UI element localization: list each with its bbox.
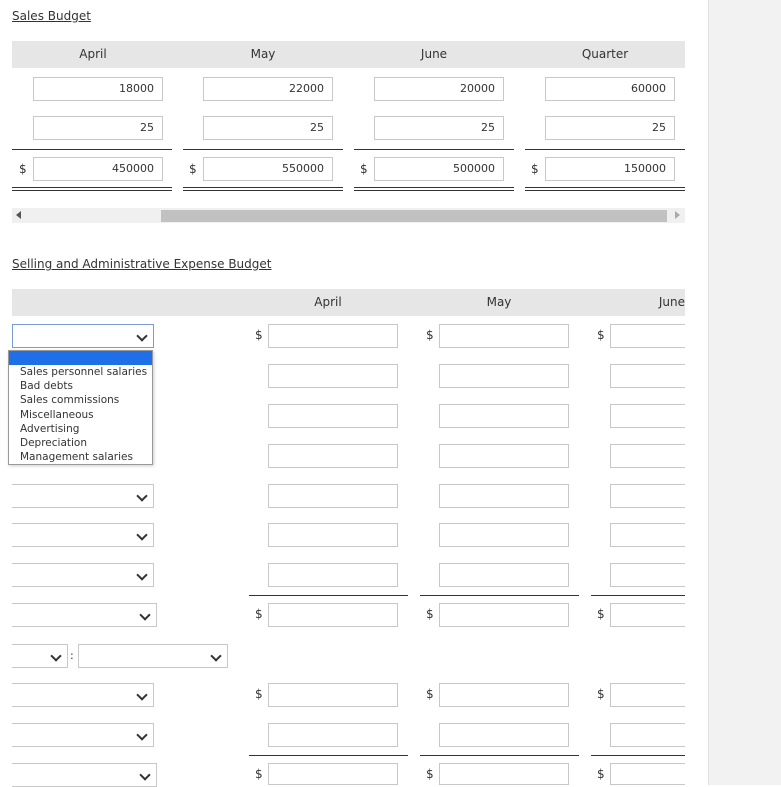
total-rule [591,755,685,756]
total-rule [354,149,514,150]
label-select-small[interactable] [12,644,68,668]
price-quarter-input[interactable]: 25 [545,116,675,140]
header-april: April [79,47,107,61]
expense-select-11[interactable] [12,683,154,707]
units-quarter-input[interactable]: 60000 [545,77,675,101]
expense-april-input[interactable] [268,563,398,587]
double-rule [183,187,343,191]
double-rule [525,187,685,191]
currency-symbol: $ [19,162,27,176]
currency-symbol: $ [531,162,539,176]
expense-april-input[interactable] [268,324,398,348]
expense-june-input[interactable] [610,523,685,547]
units-june-input[interactable]: 20000 [374,77,504,101]
currency-symbol: $ [597,767,605,781]
units-may-input[interactable]: 22000 [203,77,333,101]
chevron-down-icon [136,330,147,341]
expense-select-12[interactable] [12,723,154,747]
colon-separator: : [70,649,74,662]
expense-june-input[interactable] [610,364,685,388]
double-rule [354,187,514,191]
dropdown-option[interactable]: Bad debts [20,380,74,392]
price-may-input[interactable]: 25 [203,116,333,140]
expense-may-input[interactable] [439,763,569,785]
sales-budget-title: Sales Budget [12,9,91,23]
total-quarter-input[interactable]: 150000 [545,157,675,181]
expense-budget-title: Selling and Administrative Expense Budget [12,257,272,271]
header-april: April [314,295,342,309]
subtotal-april-input[interactable] [268,603,398,627]
expense-april-input[interactable] [268,364,398,388]
total-april-input[interactable]: 450000 [33,157,163,181]
expense-june-input[interactable] [610,563,685,587]
expense-june-input[interactable] [610,404,685,428]
expense-april-input[interactable] [268,404,398,428]
chevron-down-icon [136,490,147,501]
currency-symbol: $ [360,162,368,176]
dropdown-option[interactable]: Depreciation [20,437,87,449]
total-rule [420,755,579,756]
expense-april-input[interactable] [268,723,398,747]
expense-june-input[interactable] [610,723,685,747]
subtotal-rule [249,595,408,596]
expense-june-input[interactable] [610,683,685,707]
chevron-down-icon [139,769,150,780]
scroll-left-icon[interactable] [16,211,21,219]
header-may: May [250,47,276,61]
header-may: May [486,295,512,309]
expense-april-input[interactable] [268,484,398,508]
expense-may-input[interactable] [439,324,569,348]
total-rule [12,149,172,150]
price-april-input[interactable]: 25 [33,116,163,140]
sales-budget-header-bar [12,41,685,68]
currency-symbol: $ [597,687,605,701]
expense-june-input[interactable] [610,444,685,468]
chevron-down-icon [210,650,221,661]
scroll-right-icon[interactable] [675,211,680,219]
expense-may-input[interactable] [439,444,569,468]
dropdown-option-blank[interactable] [9,351,152,365]
currency-symbol: $ [426,328,434,342]
expense-june-input[interactable] [610,324,685,348]
expense-select-13[interactable] [12,763,157,787]
chevron-down-icon [136,569,147,580]
expense-april-input[interactable] [268,683,398,707]
expense-may-input[interactable] [439,364,569,388]
expense-may-input[interactable] [439,523,569,547]
currency-symbol: $ [255,328,263,342]
total-june-input[interactable]: 500000 [374,157,504,181]
chevron-down-icon [139,609,150,620]
units-april-input[interactable]: 18000 [33,77,163,101]
currency-symbol: $ [189,162,197,176]
label-select-large[interactable] [78,644,228,668]
header-june: June [420,47,448,61]
currency-symbol: $ [426,687,434,701]
chevron-down-icon [50,650,61,661]
dropdown-option[interactable]: Miscellaneous [20,409,94,421]
expense-may-input[interactable] [439,484,569,508]
subtotal-june-input[interactable] [610,603,685,627]
expense-april-input[interactable] [268,523,398,547]
expense-select-9[interactable] [12,603,157,627]
expense-may-input[interactable] [439,723,569,747]
chevron-down-icon [136,689,147,700]
currency-symbol: $ [426,767,434,781]
expense-may-input[interactable] [439,563,569,587]
expense-april-input[interactable] [268,763,398,785]
expense-april-input[interactable] [268,444,398,468]
dropdown-option[interactable]: Management salaries [20,451,133,463]
expense-may-input[interactable] [439,683,569,707]
currency-symbol: $ [597,328,605,342]
total-rule [249,755,408,756]
expense-june-input[interactable] [610,484,685,508]
expense-may-input[interactable] [439,404,569,428]
expense-select-8[interactable] [12,563,154,587]
total-rule [183,149,343,150]
expense-budget-header-bar [12,289,685,316]
price-june-input[interactable]: 25 [374,116,504,140]
currency-symbol: $ [255,607,263,621]
total-may-input[interactable]: 550000 [203,157,333,181]
dropdown-option[interactable]: Advertising [20,423,80,435]
double-rule [12,187,172,191]
expense-dropdown-list[interactable] [8,350,153,465]
scrollbar-thumb[interactable] [161,210,667,222]
chevron-down-icon [136,729,147,740]
expense-select-6[interactable] [12,484,154,508]
currency-symbol: $ [255,767,263,781]
right-panel [708,0,781,785]
dropdown-option[interactable]: Sales commissions [20,394,120,406]
total-rule [525,149,685,150]
header-quarter: Quarter [581,47,629,61]
dropdown-option[interactable]: Sales personnel salaries [20,366,148,378]
currency-symbol: $ [597,607,605,621]
chevron-down-icon [136,529,147,540]
expense-select-7[interactable] [12,523,154,547]
subtotal-may-input[interactable] [439,603,569,627]
expense-june-input[interactable] [610,763,685,785]
subtotal-rule [591,595,685,596]
expense-select-1[interactable] [12,324,154,348]
subtotal-rule [420,595,579,596]
header-june: June [658,295,685,309]
currency-symbol: $ [255,687,263,701]
currency-symbol: $ [426,607,434,621]
